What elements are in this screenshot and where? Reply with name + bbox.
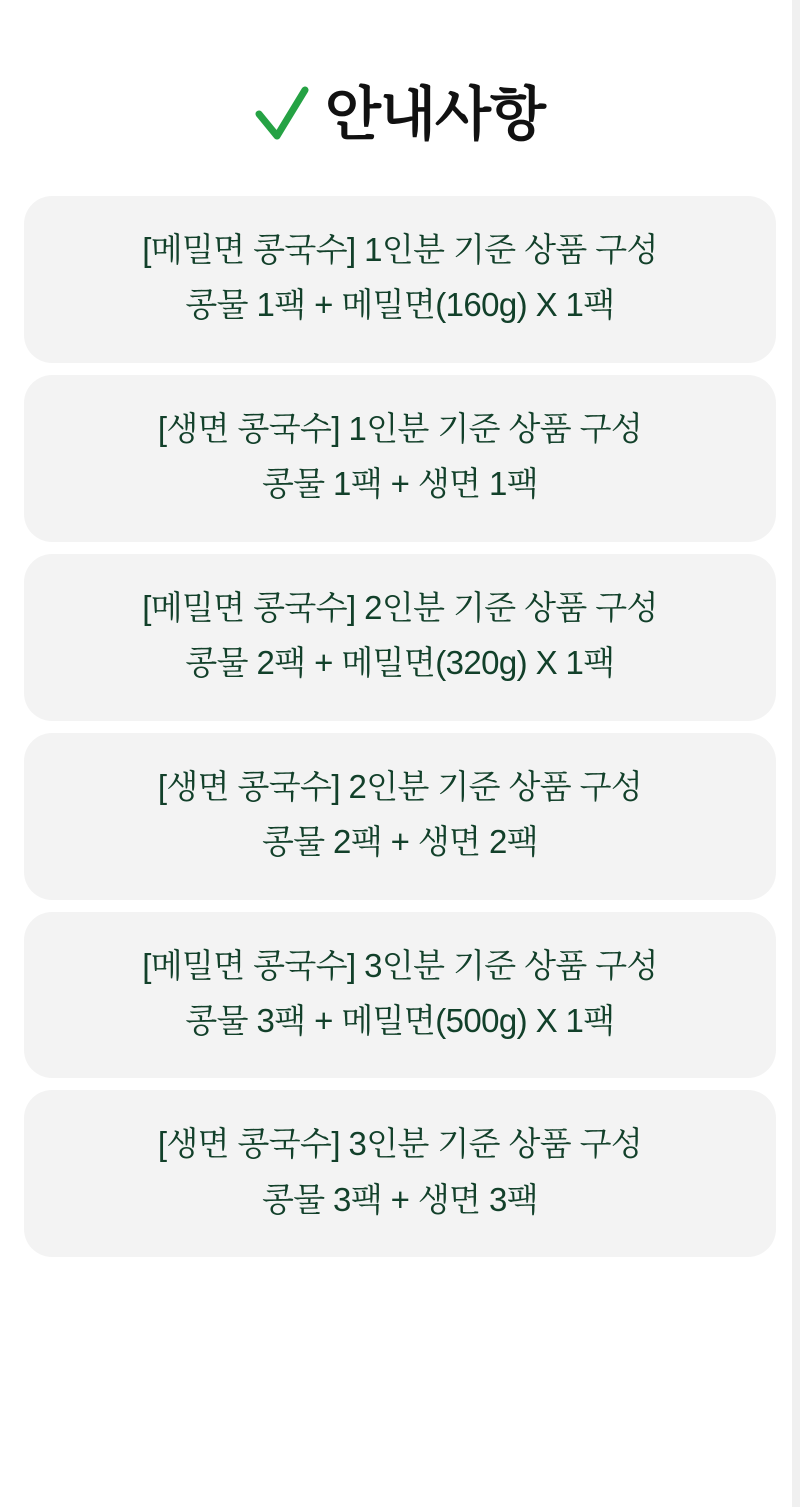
notice-line-primary: [메밀면 콩국수] 1인분 기준 상품 구성 — [142, 231, 658, 268]
notice-card — [24, 1090, 776, 1257]
page-scrollbar-strip[interactable] — [792, 0, 800, 1507]
notice-line-primary: [생면 콩국수] 3인분 기준 상품 구성 — [157, 1125, 643, 1163]
notice-card — [24, 733, 776, 900]
notice-line-secondary: 콩물 2팩 + 생면 2팩 — [261, 823, 539, 861]
notice-line-primary: [메밀면 콩국수] 2인분 기준 상품 구성 — [142, 588, 658, 626]
notice-line-secondary: 콩물 3팩 + 생면 3팩 — [261, 1180, 539, 1218]
notice-line-primary: [생면 콩국수] 2인분 기준 상품 구성 — [157, 767, 643, 805]
notice-line-primary: [생면 콩국수] 1인분 기준 상품 구성 — [157, 409, 643, 447]
notice-line-secondary: 콩물 3팩 + 메밀면(500g) X 1팩 — [185, 1001, 615, 1039]
notice-card-list — [24, 196, 776, 1257]
notice-line-primary: [메밀면 콩국수] 3인분 기준 상품 구성 — [142, 946, 658, 984]
notice-line-secondary: 콩물 1팩 + 생면 1팩 — [261, 465, 539, 503]
notice-line-secondary: 콩물 2팩 + 메밀면(320g) X 1팩 — [185, 644, 615, 682]
notice-card — [24, 196, 776, 363]
notice-card — [24, 912, 776, 1079]
check-mark-icon — [255, 84, 309, 146]
page-header — [24, 0, 776, 196]
page-title: 안내사항 — [324, 82, 546, 148]
notice-card — [24, 375, 776, 542]
notice-card — [24, 554, 776, 721]
notice-line-secondary: 콩물 1팩 + 메밀면(160g) X 1팩 — [185, 286, 615, 324]
